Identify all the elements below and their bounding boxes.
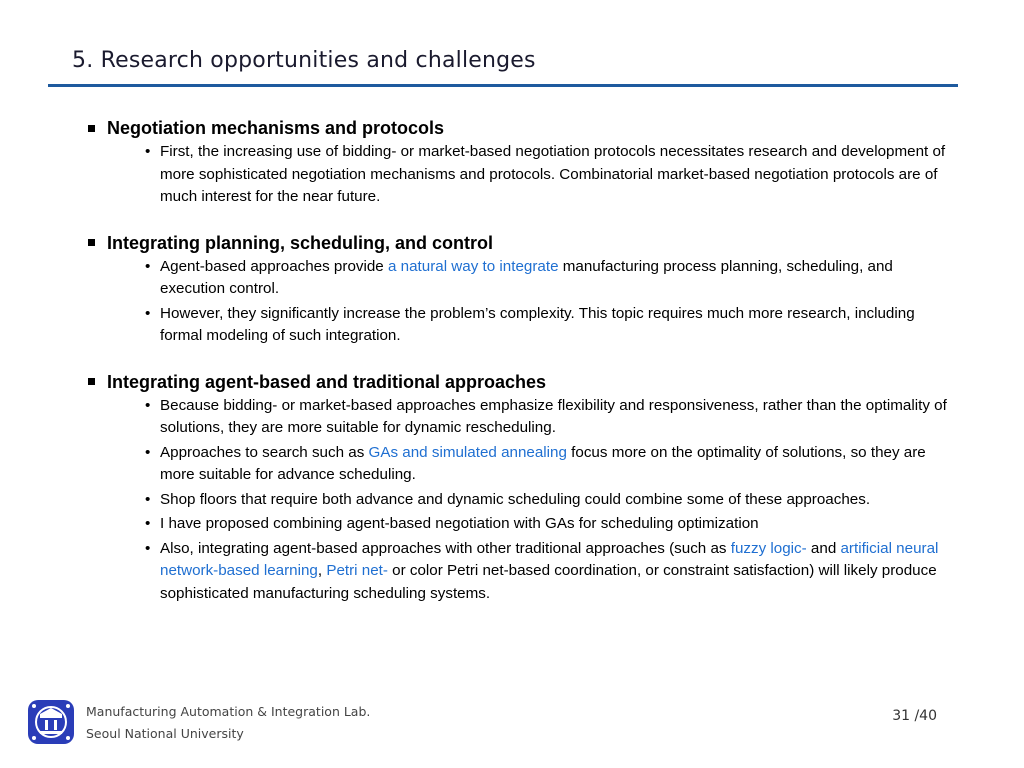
section: [88, 231, 948, 348]
highlighted-text: a natural way to integrate: [387, 257, 559, 275]
square-bullet-icon: [88, 378, 95, 385]
bullet-text: ,: [317, 562, 327, 579]
bullet-dot-icon: •: [145, 257, 151, 275]
bullet-list: [145, 395, 948, 606]
bullet-item: [145, 256, 948, 301]
section-heading: [88, 231, 948, 255]
bullet-dot-icon: •: [145, 539, 151, 557]
title-divider: [48, 84, 958, 87]
page-number: 31 /40: [892, 708, 937, 724]
bullet-item: [145, 303, 948, 348]
section-heading: [88, 116, 948, 140]
section-heading-text: Integrating agent-based and traditional approaches: [107, 371, 547, 392]
bullet-text: Because bidding- or market-based approaches emphasize flexibility and responsiveness, rather than the optimality of solutions, they are more suitable for dynamic rescheduling.: [160, 396, 947, 436]
bullet-dot-icon: •: [145, 396, 151, 414]
section-heading-text: Negotiation mechanisms and protocols: [107, 118, 445, 138]
bullet-dot-icon: •: [145, 443, 151, 461]
section-heading-text: Integrating planning, scheduling, and control: [107, 232, 493, 253]
bullet-item: [145, 538, 948, 606]
section: [88, 116, 948, 209]
bullet-dot-icon: •: [145, 490, 151, 508]
bullet-list: [145, 141, 948, 209]
bullet-dot-icon: •: [145, 304, 151, 322]
bullet-item: [145, 141, 948, 209]
highlighted-text: artificial neural network-based learning: [160, 539, 939, 579]
bullet-text: First, the increasing use of bidding- or market-based negotiation protocols necessitates research and development of more sophisticated negotiation mechanisms and protocols. Combinatorial market-based negotiation protocols are of much interest for the near future.: [160, 143, 946, 205]
bullet-text: However, they significantly increase the problem’s complexity. This topic requires much more research, including formal modeling of such integration.: [160, 304, 915, 344]
bullet-text: Approaches to search such as: [160, 443, 369, 461]
bullet-text: Also, integrating agent-based approaches with other traditional approaches (such as: [160, 539, 731, 557]
bullet-dot-icon: •: [145, 143, 151, 160]
bullet-item: [145, 442, 948, 487]
bullet-dot-icon: •: [145, 515, 151, 532]
bullet-item: [145, 395, 948, 440]
bullet-text: I have proposed combining agent-based negotiation with GAs for scheduling optimization: [160, 515, 759, 532]
bullet-text: Shop floors that require both advance and dynamic scheduling could combine some of these approaches.: [160, 490, 871, 508]
square-bullet-icon: [88, 125, 95, 132]
highlighted-text: fuzzy logic-: [730, 539, 807, 557]
footer-university-name: Seoul National University: [86, 726, 244, 741]
bullet-text: or color Petri net-based coordination, or constraint satisfaction) will likely produce sophisticated manufacturing scheduling systems.: [160, 562, 937, 602]
bullet-text: focus more on the optimality of solutions, so they are more suitable for advance scheduling.: [160, 443, 926, 483]
section-heading: [88, 370, 948, 394]
highlighted-text: Petri net-: [326, 562, 388, 579]
bullet-list: [145, 256, 948, 348]
square-bullet-icon: [88, 239, 95, 246]
slide-title: 5. Research opportunities and challenges: [72, 48, 536, 73]
bullet-item: [145, 513, 948, 536]
bullet-text: manufacturing process planning, scheduling, and execution control.: [160, 257, 893, 297]
section: [88, 370, 948, 606]
bullet-text: Agent-based approaches provide: [160, 257, 388, 275]
slide-content: [88, 116, 948, 627]
highlighted-text: GAs and simulated annealing: [368, 443, 567, 461]
university-emblem-icon: [26, 698, 76, 746]
footer-lab-name: Manufacturing Automation & Integration Lab.: [86, 704, 371, 719]
bullet-text: and: [806, 539, 841, 557]
bullet-item: [145, 489, 948, 512]
